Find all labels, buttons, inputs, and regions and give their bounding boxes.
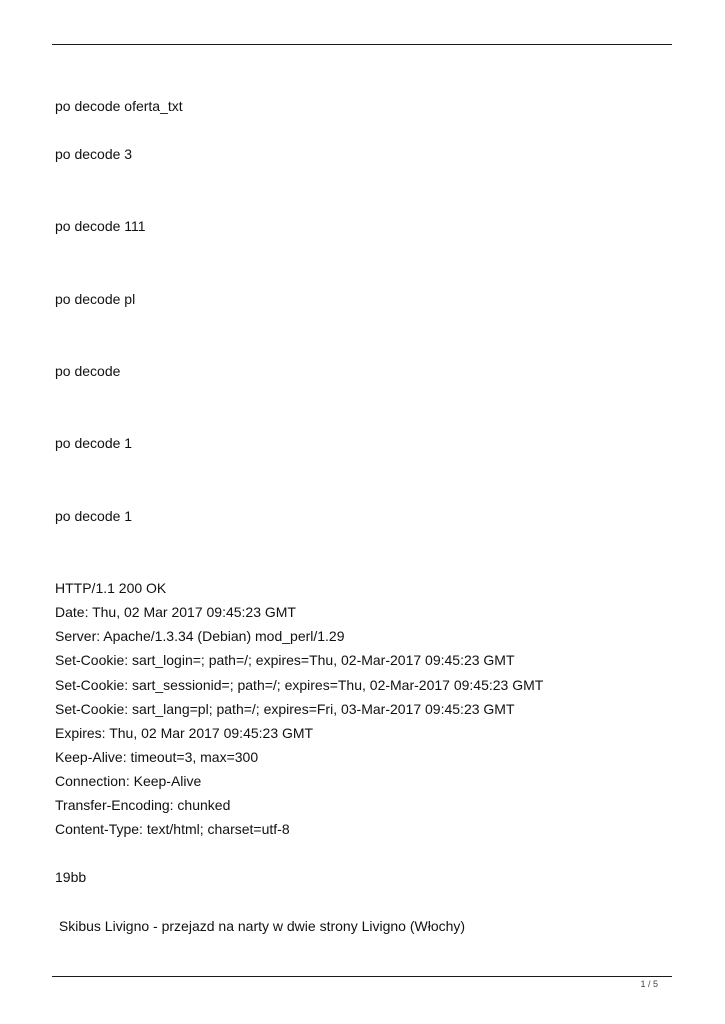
- decode-line-pl: po decode pl: [55, 291, 136, 307]
- http-header-content-type: Content-Type: text/html; charset=utf-8: [55, 821, 290, 837]
- http-header-transfer-encoding: Transfer-Encoding: chunked: [55, 797, 231, 813]
- http-header-connection: Connection: Keep-Alive: [55, 773, 202, 789]
- http-header-cookie-session: Set-Cookie: sart_sessionid=; path=/; expires=Thu, 02-Mar-2017 09:45:23 GMT: [55, 677, 544, 693]
- footer-rule: [52, 976, 672, 977]
- http-header-expires: Expires: Thu, 02 Mar 2017 09:45:23 GMT: [55, 725, 314, 741]
- chunk-size: 19bb: [55, 869, 87, 885]
- http-header-keep-alive: Keep-Alive: timeout=3, max=300: [55, 749, 259, 765]
- page-number: 1 / 5: [640, 979, 658, 989]
- http-status-line: HTTP/1.1 200 OK: [55, 580, 167, 596]
- decode-line-3: po decode 3: [55, 146, 133, 162]
- header-rule: [52, 44, 672, 45]
- decode-line-oferta: po decode oferta_txt: [55, 98, 183, 114]
- decode-line-1a: po decode 1: [55, 435, 133, 451]
- http-header-date: Date: Thu, 02 Mar 2017 09:45:23 GMT: [55, 604, 296, 620]
- decode-line-1b: po decode 1: [55, 508, 133, 524]
- decode-line-111: po decode 111: [55, 218, 146, 234]
- http-header-cookie-lang: Set-Cookie: sart_lang=pl; path=/; expires=Fri, 03-Mar-2017 09:45:23 GMT: [55, 701, 515, 717]
- http-header-server: Server: Apache/1.3.34 (Debian) mod_perl/1.29: [55, 628, 345, 644]
- decode-line-empty: po decode: [55, 363, 121, 379]
- page-title-line: Skibus Livigno - przejazd na narty w dwie strony Livigno (Włochy): [55, 918, 466, 934]
- http-header-cookie-login: Set-Cookie: sart_login=; path=/; expires=Thu, 02-Mar-2017 09:45:23 GMT: [55, 652, 515, 668]
